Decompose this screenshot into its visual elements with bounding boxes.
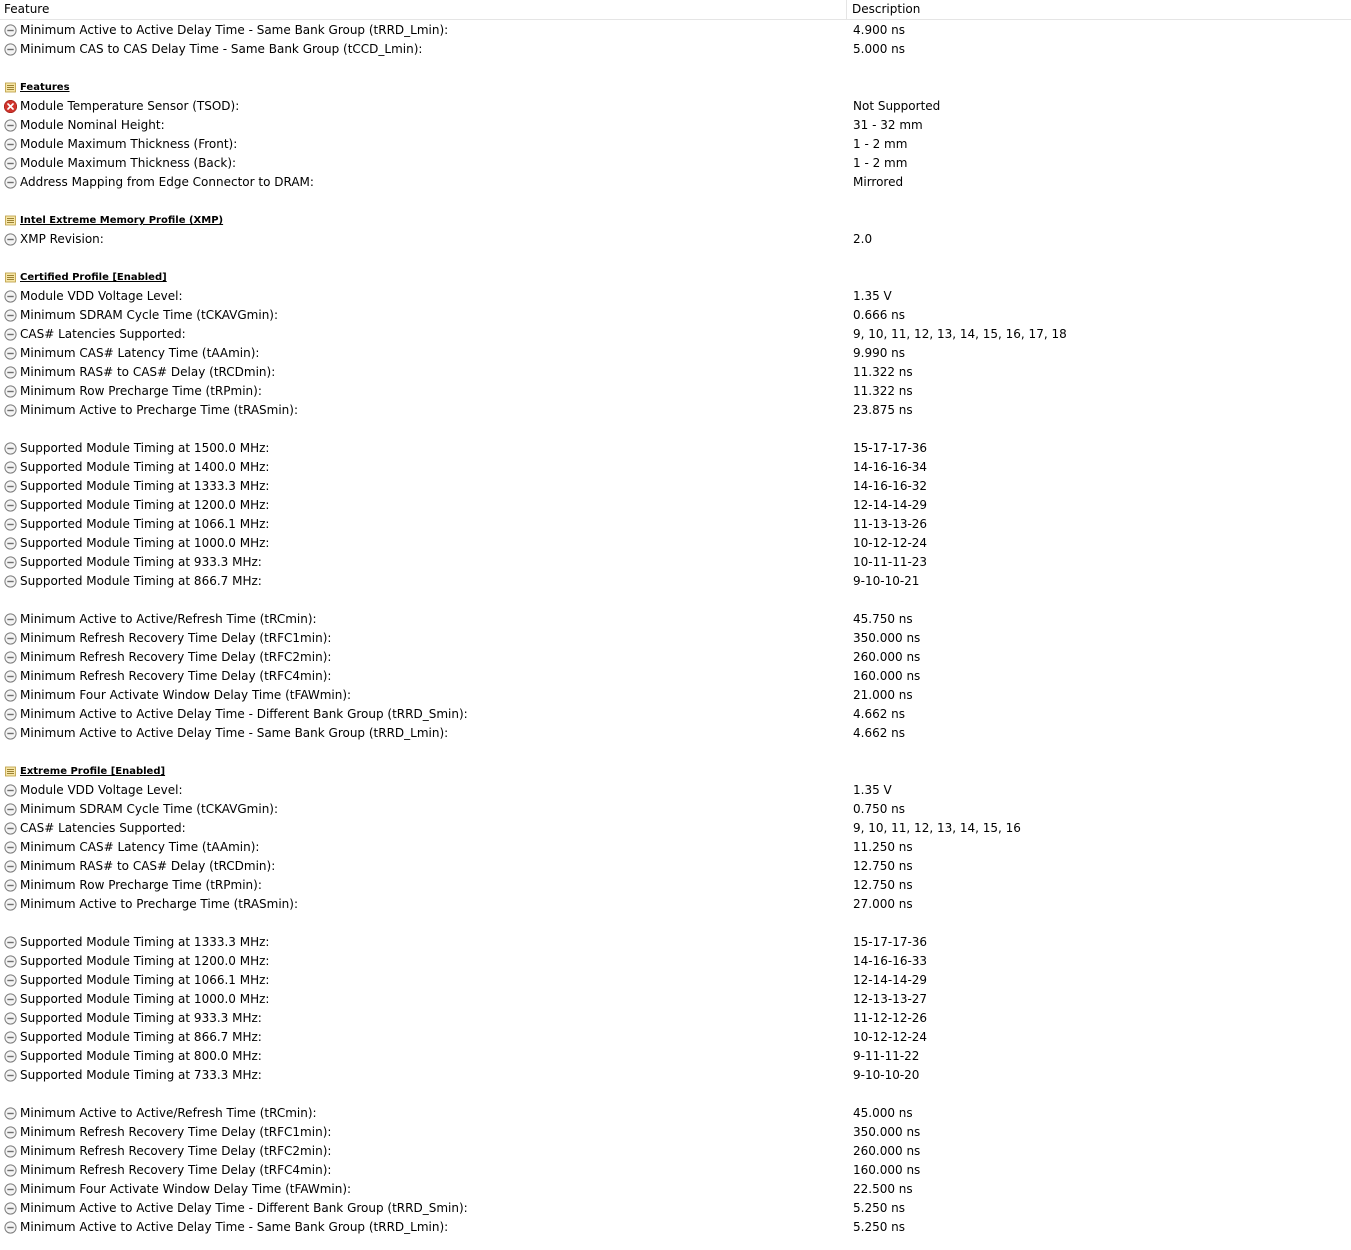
feature-value: 9-10-10-21 <box>853 574 920 588</box>
minus-circle-icon <box>4 233 17 246</box>
section-title: Features <box>20 82 70 93</box>
minus-circle-icon <box>4 176 17 189</box>
feature-value: 5.250 ns <box>853 1220 906 1234</box>
feature-label: Minimum SDRAM Cycle Time (tCKAVGmin): <box>20 308 279 322</box>
minus-circle-icon <box>4 689 17 702</box>
minus-circle-icon <box>4 841 17 854</box>
blank-row <box>0 59 1351 78</box>
minus-circle-icon <box>4 1202 17 1215</box>
feature-value: 14-16-16-34 <box>853 460 928 474</box>
minus-circle-icon <box>4 822 17 835</box>
feature-label: XMP Revision: <box>20 232 104 246</box>
feature-value: 1 - 2 mm <box>853 156 908 170</box>
section-title: Extreme Profile [Enabled] <box>20 766 166 777</box>
property-row[interactable] <box>0 895 1351 914</box>
column-divider[interactable] <box>846 0 847 19</box>
property-row[interactable] <box>0 1142 1351 1161</box>
feature-value: 9-11-11-22 <box>853 1049 920 1063</box>
feature-value: 22.500 ns <box>853 1182 913 1196</box>
blank-row <box>0 591 1351 610</box>
minus-circle-icon <box>4 974 17 987</box>
minus-circle-icon <box>4 480 17 493</box>
feature-value: 9.990 ns <box>853 346 906 360</box>
feature-value: 5.000 ns <box>853 42 906 56</box>
feature-label: Supported Module Timing at 1333.3 MHz: <box>20 935 270 949</box>
property-row[interactable] <box>0 230 1351 249</box>
feature-value: 4.662 ns <box>853 707 906 721</box>
property-row[interactable] <box>0 648 1351 667</box>
property-row[interactable] <box>0 21 1351 40</box>
feature-value: 12-14-14-29 <box>853 498 928 512</box>
feature-value: Not Supported <box>853 99 941 113</box>
property-row[interactable] <box>0 496 1351 515</box>
property-row[interactable] <box>0 781 1351 800</box>
feature-value: 160.000 ns <box>853 1163 921 1177</box>
feature-label: Module Temperature Sensor (TSOD): <box>20 99 240 113</box>
feature-label: CAS# Latencies Supported: <box>20 821 186 835</box>
feature-label: Supported Module Timing at 1200.0 MHz: <box>20 498 270 512</box>
property-list <box>0 21 1351 1237</box>
feature-value: 260.000 ns <box>853 1144 921 1158</box>
feature-label: Minimum Row Precharge Time (tRPmin): <box>20 878 262 892</box>
property-row[interactable] <box>0 800 1351 819</box>
feature-label: Minimum Refresh Recovery Time Delay (tRFC4min): <box>20 1163 332 1177</box>
feature-value: 2.0 <box>853 232 873 246</box>
feature-value: 11.250 ns <box>853 840 913 854</box>
blank-row <box>0 249 1351 268</box>
property-row[interactable] <box>0 971 1351 990</box>
feature-value: 11.322 ns <box>853 365 913 379</box>
section-title: Certified Profile [Enabled] <box>20 272 167 283</box>
feature-label: Module Nominal Height: <box>20 118 165 132</box>
feature-label: Minimum CAS# Latency Time (tAAmin): <box>20 346 260 360</box>
property-row[interactable] <box>0 344 1351 363</box>
feature-value: 11.322 ns <box>853 384 913 398</box>
property-row[interactable] <box>0 97 1351 116</box>
feature-value: 350.000 ns <box>853 631 921 645</box>
feature-value: 45.000 ns <box>853 1106 913 1120</box>
minus-circle-icon <box>4 936 17 949</box>
feature-label: Minimum Active to Active Delay Time - Same Bank Group (tRRD_Lmin): <box>20 23 449 37</box>
minus-circle-icon <box>4 43 17 56</box>
feature-label: Minimum Refresh Recovery Time Delay (tRFC2min): <box>20 1144 332 1158</box>
feature-label: Supported Module Timing at 733.3 MHz: <box>20 1068 262 1082</box>
feature-label: Minimum Active to Active Delay Time - Same Bank Group (tRRD_Lmin): <box>20 1220 449 1234</box>
blank-row <box>0 914 1351 933</box>
feature-label: Minimum Active to Precharge Time (tRASmin): <box>20 403 298 417</box>
blank-row <box>0 1085 1351 1104</box>
feature-value: Mirrored <box>853 175 904 189</box>
minus-circle-icon <box>4 575 17 588</box>
feature-value: 350.000 ns <box>853 1125 921 1139</box>
column-header-feature[interactable]: Feature <box>4 2 50 16</box>
feature-label: Minimum Four Activate Window Delay Time (tFAWmin): <box>20 1182 352 1196</box>
feature-label: CAS# Latencies Supported: <box>20 327 186 341</box>
property-row[interactable] <box>0 1180 1351 1199</box>
section-header-row[interactable] <box>0 78 1351 97</box>
property-row[interactable] <box>0 401 1351 420</box>
minus-circle-icon <box>4 290 17 303</box>
minus-circle-icon <box>4 1126 17 1139</box>
feature-label: Module VDD Voltage Level: <box>20 783 183 797</box>
feature-value: 11-12-12-26 <box>853 1011 928 1025</box>
property-row[interactable] <box>0 1161 1351 1180</box>
blank-row <box>0 420 1351 439</box>
property-row[interactable] <box>0 439 1351 458</box>
feature-value: 11-13-13-26 <box>853 517 928 531</box>
property-row[interactable] <box>0 363 1351 382</box>
minus-circle-icon <box>4 1050 17 1063</box>
property-row[interactable] <box>0 819 1351 838</box>
feature-value: 14-16-16-32 <box>853 479 928 493</box>
blank-row <box>0 192 1351 211</box>
feature-label: Minimum Active to Precharge Time (tRASmin): <box>20 897 298 911</box>
feature-value: 0.750 ns <box>853 802 906 816</box>
minus-circle-icon <box>4 1221 17 1234</box>
feature-label: Minimum Active to Active/Refresh Time (tRCmin): <box>20 1106 317 1120</box>
feature-value: 0.666 ns <box>853 308 906 322</box>
property-row[interactable] <box>0 534 1351 553</box>
feature-value: 10-12-12-24 <box>853 1030 928 1044</box>
list-section-icon <box>4 271 17 284</box>
property-row[interactable] <box>0 382 1351 401</box>
feature-label: Minimum Active to Active Delay Time - Different Bank Group (tRRD_Smin): <box>20 707 468 721</box>
feature-value: 10-11-11-23 <box>853 555 928 569</box>
feature-label: Module VDD Voltage Level: <box>20 289 183 303</box>
property-row[interactable] <box>0 1028 1351 1047</box>
list-section-icon <box>4 81 17 94</box>
feature-value: 9, 10, 11, 12, 13, 14, 15, 16 <box>853 821 1021 835</box>
section-header-row[interactable] <box>0 762 1351 781</box>
feature-value: 1.35 V <box>853 783 892 797</box>
blank-row <box>0 743 1351 762</box>
property-row[interactable] <box>0 135 1351 154</box>
feature-value: 21.000 ns <box>853 688 913 702</box>
property-row[interactable] <box>0 325 1351 344</box>
feature-label: Minimum Active to Active Delay Time - Same Bank Group (tRRD_Lmin): <box>20 726 449 740</box>
property-row[interactable] <box>0 572 1351 591</box>
feature-value: 1.35 V <box>853 289 892 303</box>
feature-label: Supported Module Timing at 1500.0 MHz: <box>20 441 270 455</box>
feature-label: Minimum CAS to CAS Delay Time - Same Bank Group (tCCD_Lmin): <box>20 42 423 56</box>
feature-value: 4.900 ns <box>853 23 906 37</box>
feature-label: Minimum Row Precharge Time (tRPmin): <box>20 384 262 398</box>
minus-circle-icon <box>4 24 17 37</box>
feature-value: 27.000 ns <box>853 897 913 911</box>
feature-value: 5.250 ns <box>853 1201 906 1215</box>
property-row[interactable] <box>0 705 1351 724</box>
property-row[interactable] <box>0 1218 1351 1237</box>
minus-circle-icon <box>4 613 17 626</box>
property-row[interactable] <box>0 154 1351 173</box>
feature-value: 14-16-16-33 <box>853 954 928 968</box>
minus-circle-icon <box>4 556 17 569</box>
feature-label: Module Maximum Thickness (Back): <box>20 156 237 170</box>
feature-label: Supported Module Timing at 933.3 MHz: <box>20 1011 262 1025</box>
section-title: Intel Extreme Memory Profile (XMP) <box>20 215 224 226</box>
property-row[interactable] <box>0 1009 1351 1028</box>
minus-circle-icon <box>4 442 17 455</box>
property-row[interactable] <box>0 1066 1351 1085</box>
property-row[interactable] <box>0 610 1351 629</box>
feature-label: Minimum RAS# to CAS# Delay (tRCDmin): <box>20 365 276 379</box>
feature-label: Minimum Refresh Recovery Time Delay (tRFC2min): <box>20 650 332 664</box>
property-row[interactable] <box>0 40 1351 59</box>
minus-circle-icon <box>4 385 17 398</box>
feature-label: Minimum Refresh Recovery Time Delay (tRFC4min): <box>20 669 332 683</box>
minus-circle-icon <box>4 119 17 132</box>
minus-circle-icon <box>4 1183 17 1196</box>
minus-circle-icon <box>4 727 17 740</box>
error-x-icon <box>4 100 17 113</box>
minus-circle-icon <box>4 404 17 417</box>
feature-label: Supported Module Timing at 1200.0 MHz: <box>20 954 270 968</box>
minus-circle-icon <box>4 784 17 797</box>
feature-value: 9-10-10-20 <box>853 1068 920 1082</box>
feature-label: Minimum SDRAM Cycle Time (tCKAVGmin): <box>20 802 279 816</box>
feature-value: 15-17-17-36 <box>853 935 928 949</box>
minus-circle-icon <box>4 347 17 360</box>
minus-circle-icon <box>4 461 17 474</box>
feature-value: 12.750 ns <box>853 878 913 892</box>
feature-value: 12-14-14-29 <box>853 973 928 987</box>
minus-circle-icon <box>4 879 17 892</box>
feature-value: 45.750 ns <box>853 612 913 626</box>
minus-circle-icon <box>4 138 17 151</box>
feature-label: Minimum Active to Active Delay Time - Different Bank Group (tRRD_Smin): <box>20 1201 468 1215</box>
minus-circle-icon <box>4 955 17 968</box>
list-section-icon <box>4 214 17 227</box>
feature-label: Supported Module Timing at 866.7 MHz: <box>20 1030 262 1044</box>
minus-circle-icon <box>4 499 17 512</box>
feature-value: 31 - 32 mm <box>853 118 923 132</box>
feature-label: Module Maximum Thickness (Front): <box>20 137 238 151</box>
feature-value: 23.875 ns <box>853 403 913 417</box>
feature-label: Supported Module Timing at 1000.0 MHz: <box>20 992 270 1006</box>
property-row[interactable] <box>0 990 1351 1009</box>
minus-circle-icon <box>4 1069 17 1082</box>
feature-label: Supported Module Timing at 1333.3 MHz: <box>20 479 270 493</box>
property-row[interactable] <box>0 952 1351 971</box>
feature-label: Minimum CAS# Latency Time (tAAmin): <box>20 840 260 854</box>
feature-label: Supported Module Timing at 1066.1 MHz: <box>20 517 270 531</box>
property-row[interactable] <box>0 515 1351 534</box>
column-header-description[interactable]: Description <box>852 2 921 16</box>
property-row[interactable] <box>0 1104 1351 1123</box>
list-header <box>0 0 1351 20</box>
feature-label: Minimum Refresh Recovery Time Delay (tRFC1min): <box>20 1125 332 1139</box>
feature-label: Address Mapping from Edge Connector to DRAM: <box>20 175 314 189</box>
property-row[interactable] <box>0 838 1351 857</box>
minus-circle-icon <box>4 898 17 911</box>
minus-circle-icon <box>4 328 17 341</box>
property-row[interactable] <box>0 287 1351 306</box>
property-row[interactable] <box>0 933 1351 952</box>
list-section-icon <box>4 765 17 778</box>
feature-value: 1 - 2 mm <box>853 137 908 151</box>
property-row[interactable] <box>0 1047 1351 1066</box>
minus-circle-icon <box>4 670 17 683</box>
property-row[interactable] <box>0 857 1351 876</box>
minus-circle-icon <box>4 1145 17 1158</box>
feature-value: 15-17-17-36 <box>853 441 928 455</box>
minus-circle-icon <box>4 803 17 816</box>
property-row[interactable] <box>0 458 1351 477</box>
property-row[interactable] <box>0 1199 1351 1218</box>
minus-circle-icon <box>4 1031 17 1044</box>
property-row[interactable] <box>0 553 1351 572</box>
property-row[interactable] <box>0 173 1351 192</box>
minus-circle-icon <box>4 860 17 873</box>
minus-circle-icon <box>4 993 17 1006</box>
feature-label: Minimum Active to Active/Refresh Time (tRCmin): <box>20 612 317 626</box>
property-row[interactable] <box>0 724 1351 743</box>
property-row[interactable] <box>0 876 1351 895</box>
feature-value: 10-12-12-24 <box>853 536 928 550</box>
feature-value: 9, 10, 11, 12, 13, 14, 15, 16, 17, 18 <box>853 327 1067 341</box>
minus-circle-icon <box>4 309 17 322</box>
feature-label: Supported Module Timing at 800.0 MHz: <box>20 1049 262 1063</box>
minus-circle-icon <box>4 366 17 379</box>
feature-label: Supported Module Timing at 866.7 MHz: <box>20 574 262 588</box>
feature-label: Minimum RAS# to CAS# Delay (tRCDmin): <box>20 859 276 873</box>
feature-label: Minimum Refresh Recovery Time Delay (tRFC1min): <box>20 631 332 645</box>
property-row[interactable] <box>0 667 1351 686</box>
minus-circle-icon <box>4 518 17 531</box>
feature-value: 4.662 ns <box>853 726 906 740</box>
minus-circle-icon <box>4 537 17 550</box>
feature-value: 12.750 ns <box>853 859 913 873</box>
feature-label: Supported Module Timing at 1000.0 MHz: <box>20 536 270 550</box>
minus-circle-icon <box>4 708 17 721</box>
feature-label: Minimum Four Activate Window Delay Time (tFAWmin): <box>20 688 352 702</box>
feature-value: 260.000 ns <box>853 650 921 664</box>
property-row[interactable] <box>0 306 1351 325</box>
property-row[interactable] <box>0 1123 1351 1142</box>
property-row[interactable] <box>0 629 1351 648</box>
feature-value: 12-13-13-27 <box>853 992 928 1006</box>
feature-label: Supported Module Timing at 1066.1 MHz: <box>20 973 270 987</box>
minus-circle-icon <box>4 1107 17 1120</box>
feature-label: Supported Module Timing at 933.3 MHz: <box>20 555 262 569</box>
section-header-row[interactable] <box>0 211 1351 230</box>
minus-circle-icon <box>4 651 17 664</box>
section-header-row[interactable] <box>0 268 1351 287</box>
feature-value: 160.000 ns <box>853 669 921 683</box>
minus-circle-icon <box>4 157 17 170</box>
property-row[interactable] <box>0 686 1351 705</box>
property-row[interactable] <box>0 116 1351 135</box>
minus-circle-icon <box>4 1164 17 1177</box>
minus-circle-icon <box>4 1012 17 1025</box>
minus-circle-icon <box>4 632 17 645</box>
property-row[interactable] <box>0 477 1351 496</box>
feature-label: Supported Module Timing at 1400.0 MHz: <box>20 460 270 474</box>
